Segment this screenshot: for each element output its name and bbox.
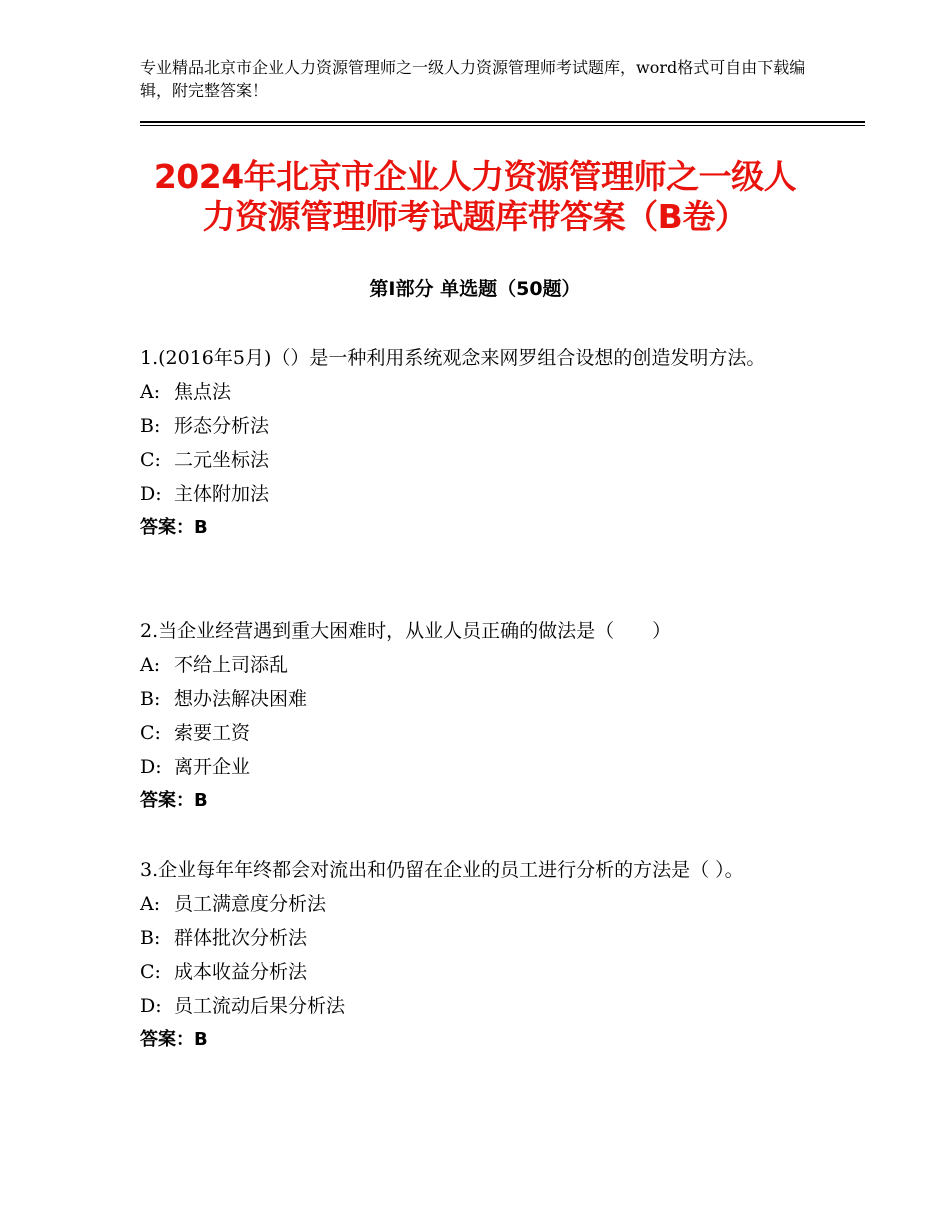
option-text: 焦点法 — [174, 381, 232, 403]
option-text: 主体附加法 — [174, 483, 270, 505]
option-letter: C: — [140, 722, 161, 744]
option-text: 形态分析法 — [174, 415, 270, 437]
answer: 答案：B — [140, 1029, 208, 1050]
option-c — [140, 443, 810, 477]
option-letter: B: — [140, 415, 161, 437]
option-d — [140, 989, 810, 1023]
option-letter: A: — [140, 381, 161, 403]
document-title-line-1: 2024年北京市企业人力资源管理师之一级人 — [153, 157, 797, 196]
option-letter: A: — [140, 654, 161, 676]
question-3 — [140, 853, 810, 1057]
option-letter: D: — [140, 995, 162, 1017]
option-text: 群体批次分析法 — [174, 927, 308, 949]
option-a — [140, 887, 810, 921]
option-text: 成本收益分析法 — [174, 961, 308, 983]
question-stem: 1.(2016年5月)（）是一种利用系统观念来网罗组合设想的创造发明方法。 — [140, 347, 766, 369]
option-text: 二元坐标法 — [174, 449, 270, 471]
option-c — [140, 955, 810, 989]
option-d — [140, 477, 810, 511]
question-stem: 3.企业每年年终都会对流出和仍留在企业的员工进行分析的方法是（ ）。 — [140, 859, 744, 881]
option-text: 员工流动后果分析法 — [174, 995, 346, 1017]
section-title: 第Ⅰ部分 单选题（50题） — [369, 278, 581, 300]
option-letter: C: — [140, 449, 161, 471]
option-b — [140, 921, 810, 955]
option-text: 索要工资 — [174, 722, 251, 744]
option-text: 离开企业 — [174, 756, 251, 778]
question-stem: 2.当企业经营遇到重大困难时，从业人员正确的做法是（ ） — [140, 620, 672, 642]
option-letter: B: — [140, 688, 161, 710]
header-divider — [140, 121, 865, 126]
option-letter: A: — [140, 893, 161, 915]
option-c — [140, 716, 810, 750]
option-text: 员工满意度分析法 — [174, 893, 327, 915]
answer: 答案：B — [140, 790, 208, 811]
question-2 — [140, 614, 810, 818]
answer: 答案：B — [140, 517, 208, 538]
option-a — [140, 375, 810, 409]
option-text: 想办法解决困难 — [174, 688, 308, 710]
option-b — [140, 409, 810, 443]
option-letter: D: — [140, 756, 162, 778]
question-1 — [140, 341, 810, 545]
option-letter: D: — [140, 483, 162, 505]
option-letter: C: — [140, 961, 161, 983]
header-note: 专业精品北京市企业人力资源管理师之一级人力资源管理师考试题库，word格式可自由下载编辑，附完整答案！ — [140, 58, 806, 100]
option-d — [140, 750, 810, 784]
option-text: 不给上司添乱 — [174, 654, 289, 676]
document-title-line-2: 力资源管理师考试题库带答案（B卷） — [202, 197, 748, 236]
option-b — [140, 682, 810, 716]
document-title — [100, 157, 850, 237]
option-a — [140, 648, 810, 682]
option-letter: B: — [140, 927, 161, 949]
